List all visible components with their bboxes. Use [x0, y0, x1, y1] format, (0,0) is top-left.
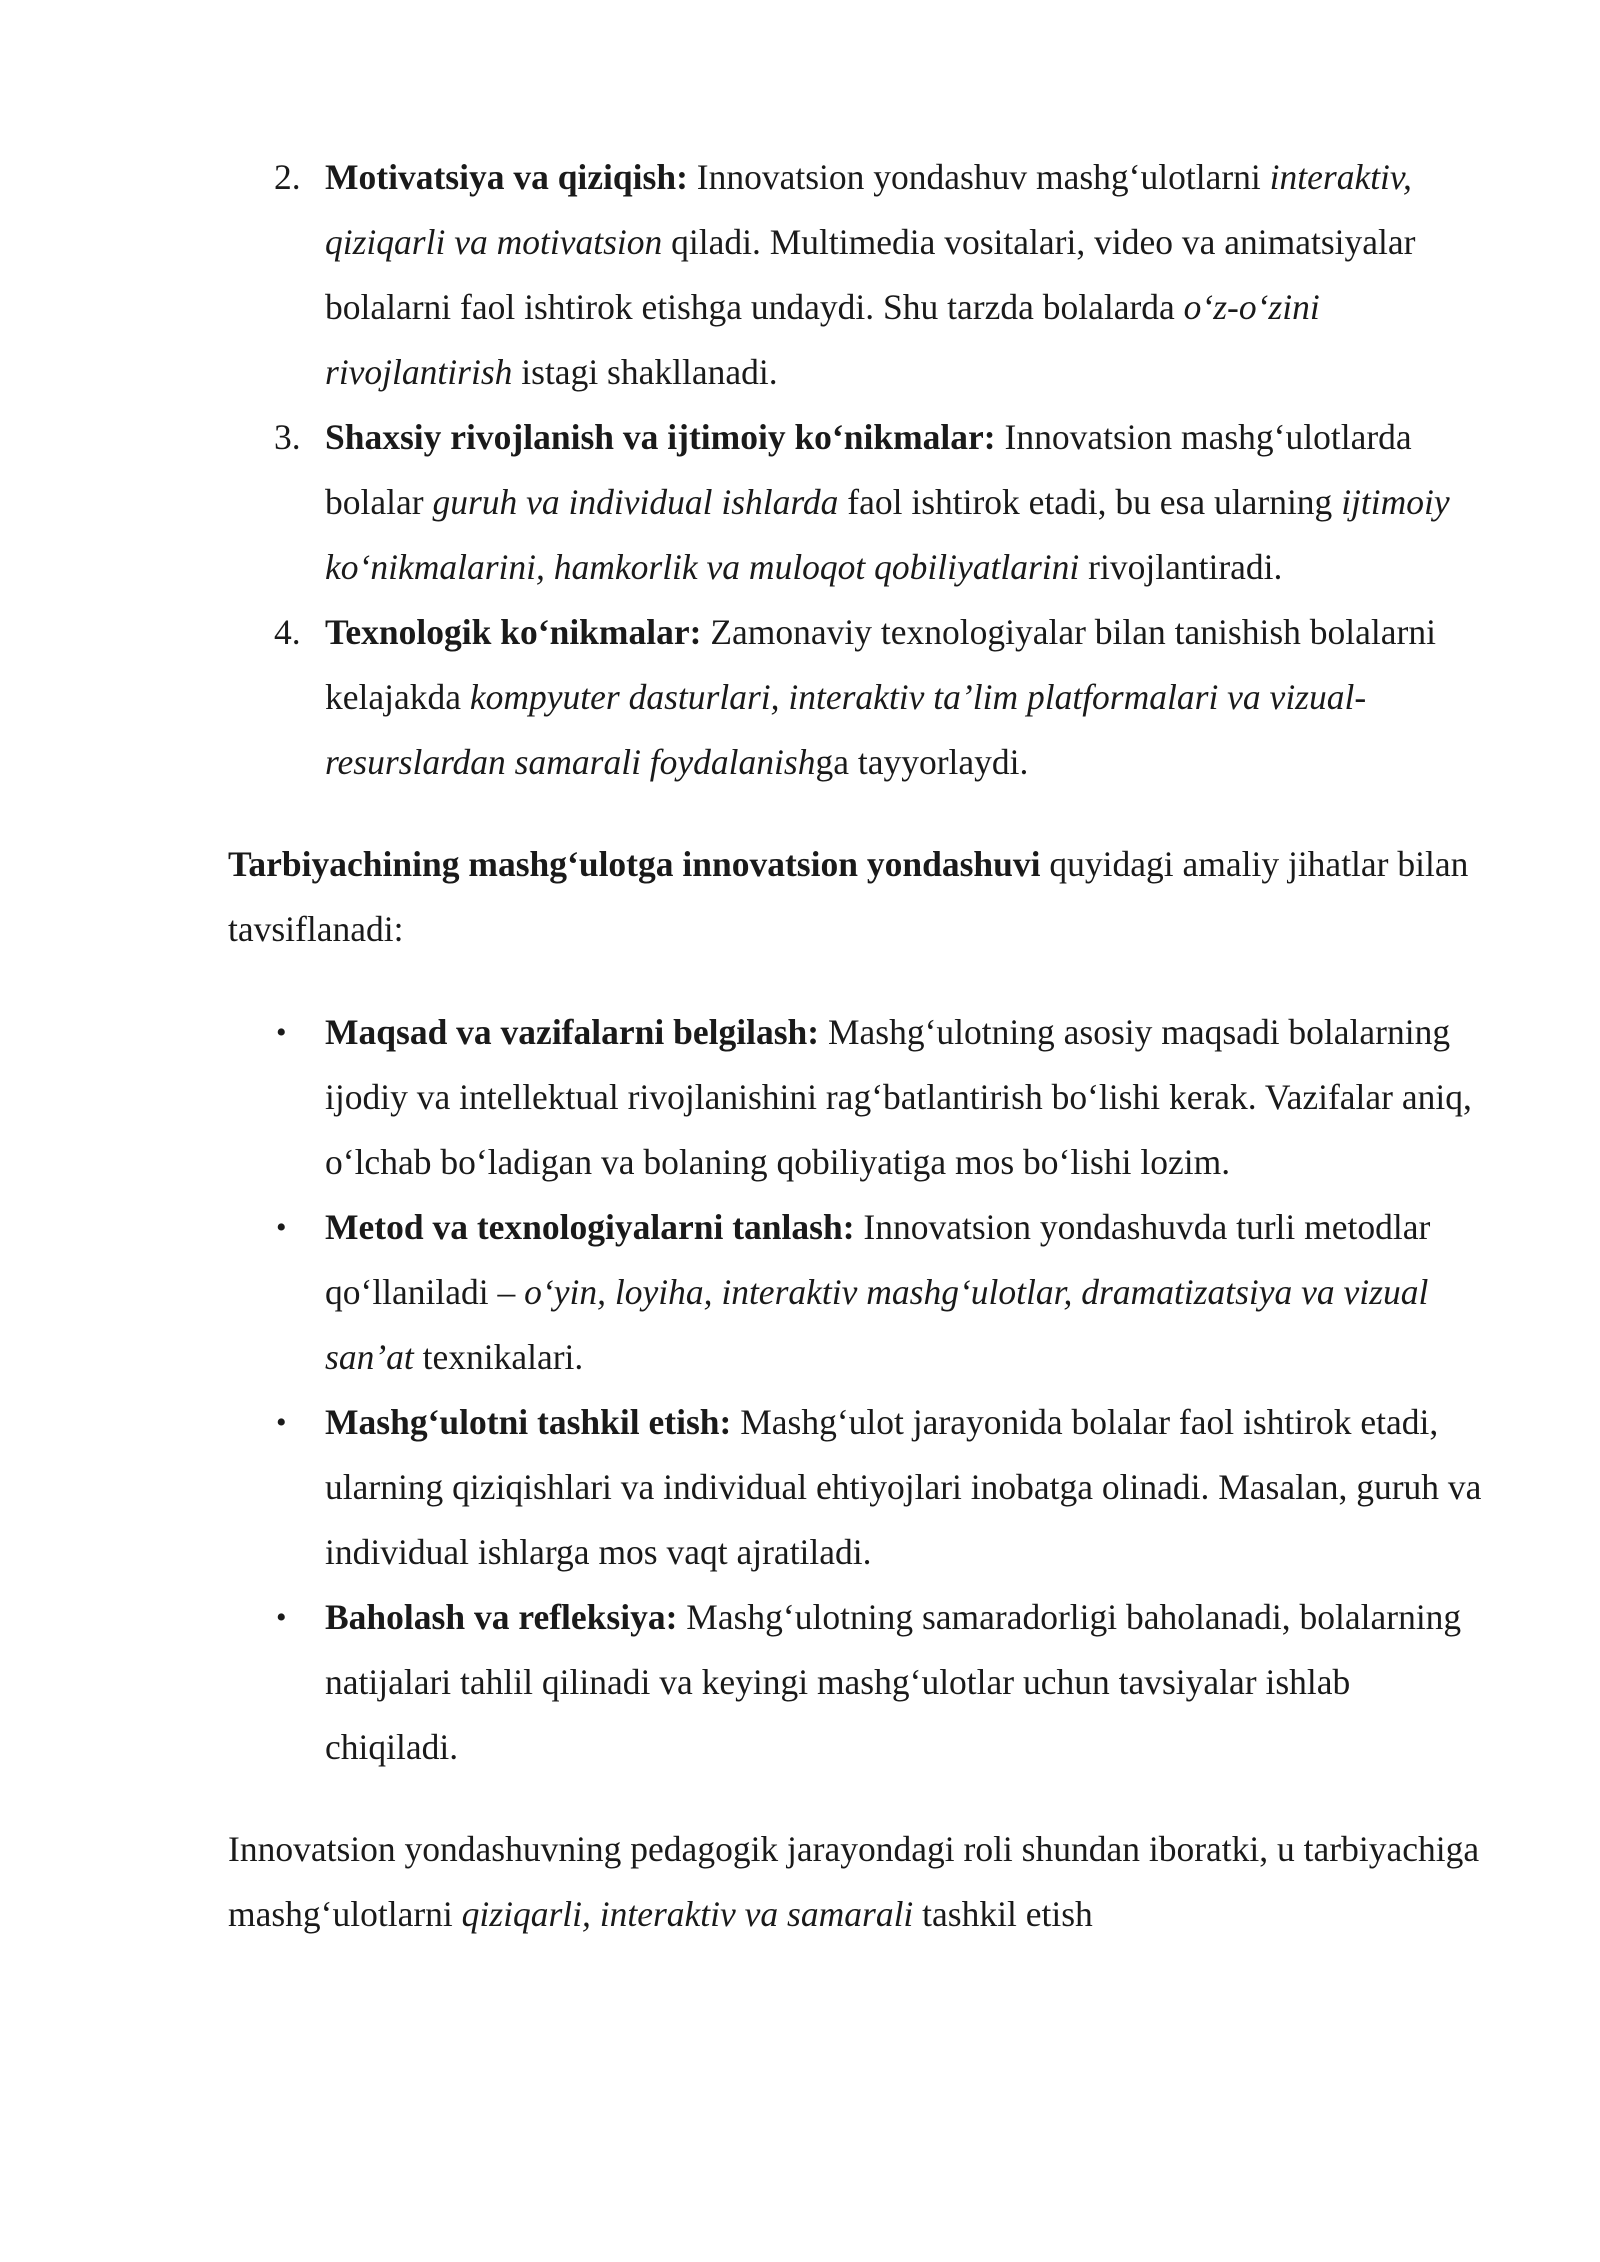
item-text: Innovatsion mashg‘ulotlarda bolalar: [325, 417, 1412, 522]
item-heading: Metod va texnologiyalarni tanlash:: [325, 1207, 855, 1247]
item-number: 3.: [274, 417, 301, 457]
item-text: Mashg‘ulotning asosiy maqsadi bolalarning ijodiy va intellektual rivojlanishini rag‘batlantirish bo‘lishi kerak. Vazifalar aniq, o‘lchab bo‘ladigan va bolaning qobiliyatiga mos bo‘lishi lozim.: [325, 1012, 1472, 1182]
item-text: texnikalari.: [413, 1337, 584, 1377]
item-italic: ijtimoiy ko‘nikmalarini, hamkorlik va muloqot qobiliyatlarini: [325, 482, 1450, 587]
item-italic: o‘yin, loyiha, interaktiv mashg‘ulotlar, dramatizatsiya va vizual san’at: [325, 1272, 1429, 1377]
bullet-item-organization: [228, 1390, 1490, 1585]
intro-text: quyidagi amaliy jihatlar bilan tavsiflanadi:: [228, 844, 1469, 949]
item-text: Zamonaviy texnologiyalar bilan tanishish bolalarni kelajakda: [325, 612, 1436, 717]
bullet-icon: •: [276, 1406, 287, 1439]
item-italic: kompyuter dasturlari, interaktiv ta’lim platformalari va vizual-resurslardan samarali foydalanish: [325, 677, 1367, 782]
document-body: [228, 145, 1490, 1947]
closing-text: Innovatsion yondashuvning pedagogik jarayondagi roli shundan iboratki, u tarbiyachiga mashg‘ulotlarni: [228, 1829, 1480, 1934]
item-number: 4.: [274, 612, 301, 652]
item-italic: guruh va individual ishlarda: [432, 482, 839, 522]
item-heading: Motivatsiya va qiziqish:: [325, 157, 688, 197]
item-heading: Mashg‘ulotni tashkil etish:: [325, 1402, 732, 1442]
item-italic: interaktiv, qiziqarli va motivatsion: [325, 157, 1412, 262]
closing-text: tashkil etish: [913, 1894, 1093, 1934]
intro-bold: Tarbiyachining mashg‘ulotga innovatsion yondashuvi: [228, 844, 1041, 884]
intro-paragraph: [228, 832, 1490, 962]
item-heading: Texnologik ko‘nikmalar:: [325, 612, 702, 652]
item-text: rivojlantiradi.: [1079, 547, 1283, 587]
item-text: ga tayyorlaydi.: [815, 742, 1029, 782]
bullet-icon: •: [276, 1211, 287, 1244]
item-text: qiladi. Multimedia vositalari, video va animatsiyalar bolalarni faol ishtirok etishga undaydi. Shu tarzda bolalarda: [325, 222, 1416, 327]
item-text: istagi shakllanadi.: [512, 352, 778, 392]
bullet-icon: •: [276, 1016, 287, 1049]
item-text: Mashg‘ulotning samaradorligi baholanadi, bolalarning natijalari tahlil qilinadi va keyingi mashg‘ulotlar uchun tavsiyalar ishlab chiqiladi.: [325, 1597, 1462, 1767]
item-number: 2.: [274, 157, 301, 197]
item-text: Innovatsion yondashuvda turli metodlar qo‘llaniladi –: [325, 1207, 1431, 1312]
item-italic: o‘z-o‘zini rivojlantirish: [325, 287, 1320, 392]
item-heading: Maqsad va vazifalarni belgilash:: [325, 1012, 820, 1052]
bullet-icon: •: [276, 1601, 287, 1634]
numbered-item-3: [228, 405, 1490, 600]
item-text: Innovatsion yondashuv mashg‘ulotlarni: [687, 157, 1270, 197]
numbered-item-4: [228, 600, 1490, 795]
numbered-list: [228, 145, 1490, 795]
bullet-item-goals: [228, 1000, 1490, 1195]
closing-paragraph: [228, 1817, 1490, 1947]
closing-italic: qiziqarli, interaktiv va samarali: [461, 1894, 914, 1934]
item-heading: Baholash va refleksiya:: [325, 1597, 678, 1637]
item-text: Mashg‘ulot jarayonida bolalar faol ishtirok etadi, ularning qiziqishlari va individual ehtiyojlari inobatga olinadi. Masalan, guruh va individual ishlarga mos vaqt ajratiladi.: [325, 1402, 1482, 1572]
item-text: faol ishtirok etadi, bu esa ularning: [838, 482, 1342, 522]
bullet-list: [228, 1000, 1490, 1780]
bullet-item-assessment: [228, 1585, 1490, 1780]
item-heading: Shaxsiy rivojlanish va ijtimoiy ko‘nikmalar:: [325, 417, 996, 457]
numbered-item-2: [228, 145, 1490, 405]
bullet-item-methods: [228, 1195, 1490, 1390]
